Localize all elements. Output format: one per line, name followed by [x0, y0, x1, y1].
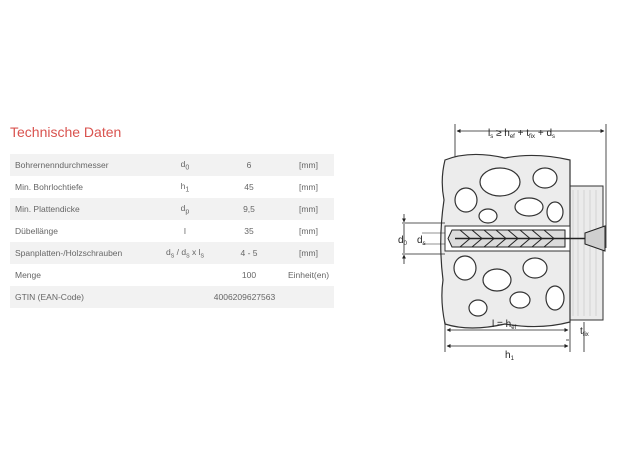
row-unit: [mm]	[299, 182, 318, 192]
row-value: 4 - 5	[215, 242, 283, 264]
row-symbol	[155, 264, 215, 286]
row-symbol: $d_p$	[155, 198, 215, 220]
row-unit: [mm]	[299, 226, 318, 236]
row-value: 6	[215, 154, 283, 176]
row-label: Spanplatten-/Holzschrauben	[10, 242, 155, 264]
label-tfix: $t_{fix}$	[580, 326, 589, 338]
section-title: Technische Daten	[10, 124, 122, 140]
row-value: 45	[244, 182, 254, 192]
row-symbol: $h_1$	[180, 180, 190, 194]
table-row	[10, 176, 334, 198]
table-row	[10, 286, 334, 308]
row-label: Min. Bohrlochtiefe	[15, 182, 84, 192]
row-value: 35	[244, 226, 254, 236]
table-row	[10, 198, 334, 220]
gtin-label: GTIN (EAN-Code)	[10, 286, 155, 308]
label-ds: $d_s$	[417, 235, 426, 247]
row-label: Menge	[15, 270, 41, 280]
row-symbol: $d_0$	[155, 154, 215, 176]
table-row	[10, 154, 334, 176]
label-l-hef: $l = h_{ef}$	[492, 319, 517, 331]
table-row	[10, 242, 334, 264]
gtin-value: 4006209627563	[155, 286, 334, 308]
tech-data-table	[10, 154, 334, 308]
row-unit: Einheit(en)	[287, 270, 330, 280]
table-row	[10, 264, 334, 286]
fixture-panel	[570, 186, 603, 320]
row-symbol: l	[184, 226, 186, 236]
label-h1: $h_1$	[505, 350, 514, 362]
formula-ls: $l_s \ge h_{ef} + t_{fix} + d_s$	[488, 128, 556, 140]
row-value: 100	[241, 270, 257, 280]
row-symbol: $d_s / d_s$ x $l_s$	[155, 242, 215, 264]
row-unit: [mm]	[283, 198, 334, 220]
row-label: Min. Plattendicke	[10, 198, 155, 220]
installation-diagram	[380, 110, 610, 370]
row-label: Dübellänge	[15, 226, 59, 236]
row-label: Bohrernenndurchmesser	[10, 154, 155, 176]
label-d0: $d_0$	[398, 235, 407, 247]
table-row	[10, 220, 334, 242]
row-unit: [mm]	[283, 154, 334, 176]
row-value: 9,5	[215, 198, 283, 220]
row-unit: [mm]	[283, 242, 334, 264]
